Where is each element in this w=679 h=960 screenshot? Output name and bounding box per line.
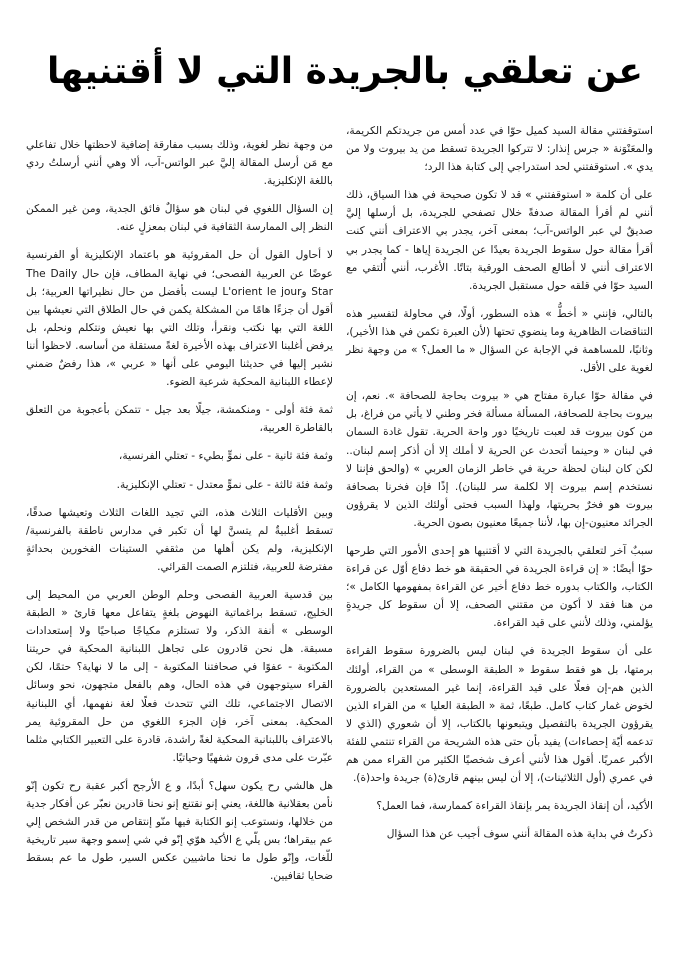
paragraph: وثمة فئة ثالثة - على نموٍّ معتدل - تعتلي الإنكليزية. xyxy=(116,478,333,491)
paragraph: سببٌ آخر لتعلقي بالجريدة التي لا أقتنيها هو إحدى الأمور التي طرحها حوّا أيضًا: « إن قراءة الجريدة في الحقيقة هو خط دفاع أوّل عن قراءة الكتاب، والكتاب بدوره خط دفاع أخير عن القراءة بمفهومها الكامل »؛ من هنا فقد لا أكون من مقتني الصحف، إلا أن سقوط كل جريدةٍ يؤلمني، وذلك لأنني على قيد القراءة. xyxy=(346,544,653,630)
paragraph: إن السؤال اللغوي في لبنان هو سؤالٌ فائق الجدية، ومن غير الممكن النظر إلى الممارسة الثقافية في لبنان بمعزلٍ عنه. xyxy=(26,203,333,234)
left-column xyxy=(26,122,333,895)
article-headline: عن تعلقي بالجريدة التي لا أقتنيها xyxy=(46,51,643,92)
paragraph: بين قدسية العربية الفصحى وحلم الوطن العربي من المحيط إلى الخليج، تسقط براغماتية النهوض بلغةٍ يتفاعل معها قارئ « الطبقة الوسطى » أنفة الذكر، ولا تستلزم مكياجًا صباحيًا ولا إستعدادات مسبقة. هل نحن قادرون على تجاهل اللبنانية المحكية في حريتنا المكتوبة - عفوًا في صحافتنا المكتوبة - إلى ما لا نهاية؟ حتمًا، لكن القراء سيتوجهون في هذه الحال، وهم بالفعل متجهون، نحو وسائل الاتصال الاجتماعي، تلك التي تتحدث فعلًا لغة نفهمها، أي اللبنانية المحكية. بمعنى آخر، فإن الجزء اللغوي من حل المقروئية يمر بالاعتراف باللبنانية المحكية لغةً راشدة، قادرة على التعبير الكتابي مثلما عبّرت على مدى قرون شفهيًا وحياتيًا. xyxy=(26,588,333,764)
paragraph: ثمة فئة أولى - ومنكمشة، جيلًا بعد جيل - تتمكن بأعجوبة من التعلق بالقاطرة العربية، xyxy=(26,404,333,435)
paragraph: ذكرتُ في بداية هذه المقالة أنني سوف أجيب عن هذا السؤال xyxy=(386,828,653,841)
paragraph: على أن سقوط الجريدة في لبنان ليس بالضرورة سقوط القراءة برمتها، بل هو فقط سقوط « الطبقة الوسطى » من القراء، أولئك الذين هم-إن فعلًا على قيد القراءة، إنما غير المستعدين بالضرورة لخوض غمار كتاب كامل. طبعًا، ثمة « الطبقة العليا » من القراء الذين يقرؤون الجريدة بالتفصيل ويتبعونها بالكتاب، إلا أن شعوري (الذي لا تدعمه أيّة إحصاءات) يفيد بأن حتى هذه الشريحة من القراء تنتمي للفئة الأكبر عمريًا. أقول هذا لأنني أعرف شخصيًا الكثير من القراء ممن هم في عمري (أول الثلاثينات)، إلا أن ليس بينهم قارئ(ة) جريدة واحد(ة). xyxy=(346,645,653,785)
article-columns xyxy=(26,122,653,895)
paragraph: هل هالشي رح يكون سهل؟ أبدًا، و ع الأرجح أكبر عقبة رح تكون إنّو نأمن بعقلانية هاللغة، يعني إنو نقتنع إنو نحنا قادرين نعبّر عن أفكار جدية من خلالها، ونستوعب إنو الكتابة فيها منّو إنتقاص من قدر الشخص إلي عم بيقراها؛ بس يلّي ع الأكيد هوّي إنّو في شي إسمو وجهة سير تاريخية للّغات، وإنّو طول ما نحنا ماشيين عكس السير، طول ما عم بسقط ضحايا ثقافيين. xyxy=(26,779,333,883)
paragraph: على أن كلمة « استوقفتني » قد لا تكون صحيحة في هذا السياق، ذلك أنني لم أقرأ المقالة صدفةً خلال تصفحي للجريدة، بل أرسلها إليَّ صديقٌ لي عبر الواتس-آب؛ بمعنى آخر، يجدر بي الاعتراف أنني كنت أقرأ مقالة حول سقوط الجريدة بعيدًا عن الجريدة إياها - كما يجدر بي الاعتراف أنني لا أطالع الصحف الورقية بتاتًا. الأغرب، أنني أُلتقي مع السيد حوّا في قلقه حول مستقبل الجريدة. xyxy=(346,189,653,292)
right-column xyxy=(346,122,653,853)
paragraph: في مقالة حوّا عبارة مفتاح هي « بيروت بحاجة للصحافة ». نعم، إن بيروت بحاجة للصحافة، المسألة مسألة فخر وطني لا يأتي من فراغ، بل من كون بيروت قد لعبت تاريخيًا دور واحة الحرية. تقول غادة السمان في لبنان « وحينما أتحدث عن الحرية لا أملك إلا أن أذكر إسم لبنان.. لكن كان لبنان لحظة حرية في خاطر الزمان العربي » (والحق فإننا لا نستخدم إسم بيروت إلا لكلمة سر للبنان). إذًا فإن فخرنا بصحافة بيروت هو فخرٌ بحريتها، ولهذا السبب فحتى أولئك الذين لا يقرؤون الجرائد معنيون-إن بها، لأننا جميعًا معنيون بصون الحرية. xyxy=(346,390,653,529)
paragraph: وبين الأقليات الثلاث هذه، التي تجيد اللغات الثلاث وتعيشها صدقًا، تسقط أغلبيةٌ لم يتسنَّ لها أن تكبر في مدارس ناطقة بالفرنسية/الإنكليزية، ولم يكن أهلها من مثقفي الستينات الفخورين بحداثةٍ مفترضة للعربية، فتلتزم الصمت القرائي. xyxy=(26,506,333,573)
paragraph: استوقفتني مقالة السيد كميل حوّا في عدد أمس من جريدتكم الكريمة، والمعَنْوَنة « جرس إنذار: لا تتركوا الجريدة تسقط من يد بيروت ولا من يدي ». استوقفتني لحد استدراجي إلى كتابة هذا الرد؛ xyxy=(346,125,653,174)
paragraph: من وجهة نظر لغوية، وذلك بسبب مفارقة إضافية لاحظتها خلال تفاعلي مع مَن أرسل المقالة إليَّ عبر الواتس-آب، ألا وهي أنني أرسلتُ ردي باللغة الإنكليزية. xyxy=(26,139,333,188)
paragraph: الأكيد، أن إنقاذ الجريدة يمر بإنقاذ القراءة كممارسة، فما العمل؟ xyxy=(376,800,653,813)
paragraph: وثمة فئة ثانية - على نموٍّ بطيء - تعتلي الفرنسية، xyxy=(118,450,333,463)
paragraph: بالتالي، فإنني « أخطُّ » هذه السطور، أولًا، في محاولة لتفسير هذه التناقضات الظاهرية وما ينضوي تحتها (لأن العبرة تكمن في هذا الأخير)، وثانيًا، للمساهمة في الإجابة عن السؤال « ما العمل؟ » من وجهة نظر لغوية على الأقل. xyxy=(346,307,653,375)
paragraph: لا أحاول القول أن حل المقروئية هو باعتماد الإنكليزية أو الفرنسية عوضًا عن العربية الفصحى؛ في نهاية المطاف، فإن حال The Daily Star وL'orient le jour ليست بأفضل من حال نظيراتها العربية؛ بل أقول أن جزءًا هامًا من المشكلة يكمن في حال الطلاق التي نعيشها بين اللغة التي بها نكتب ونقرأ، وتلك التي بها نعيش ونتكلم ونحلم، بل يرفض أغلبنا الاعتراف بهذه الأخيرة لغةً مستقلة من أساسه. لاحظوا أننا نشير إليها في حديثنا اليومي على أنها « عربي »، هذا رفضٌ ضمني لإعطاء اللبنانية المحكية شرعية الضوء. xyxy=(26,249,333,389)
